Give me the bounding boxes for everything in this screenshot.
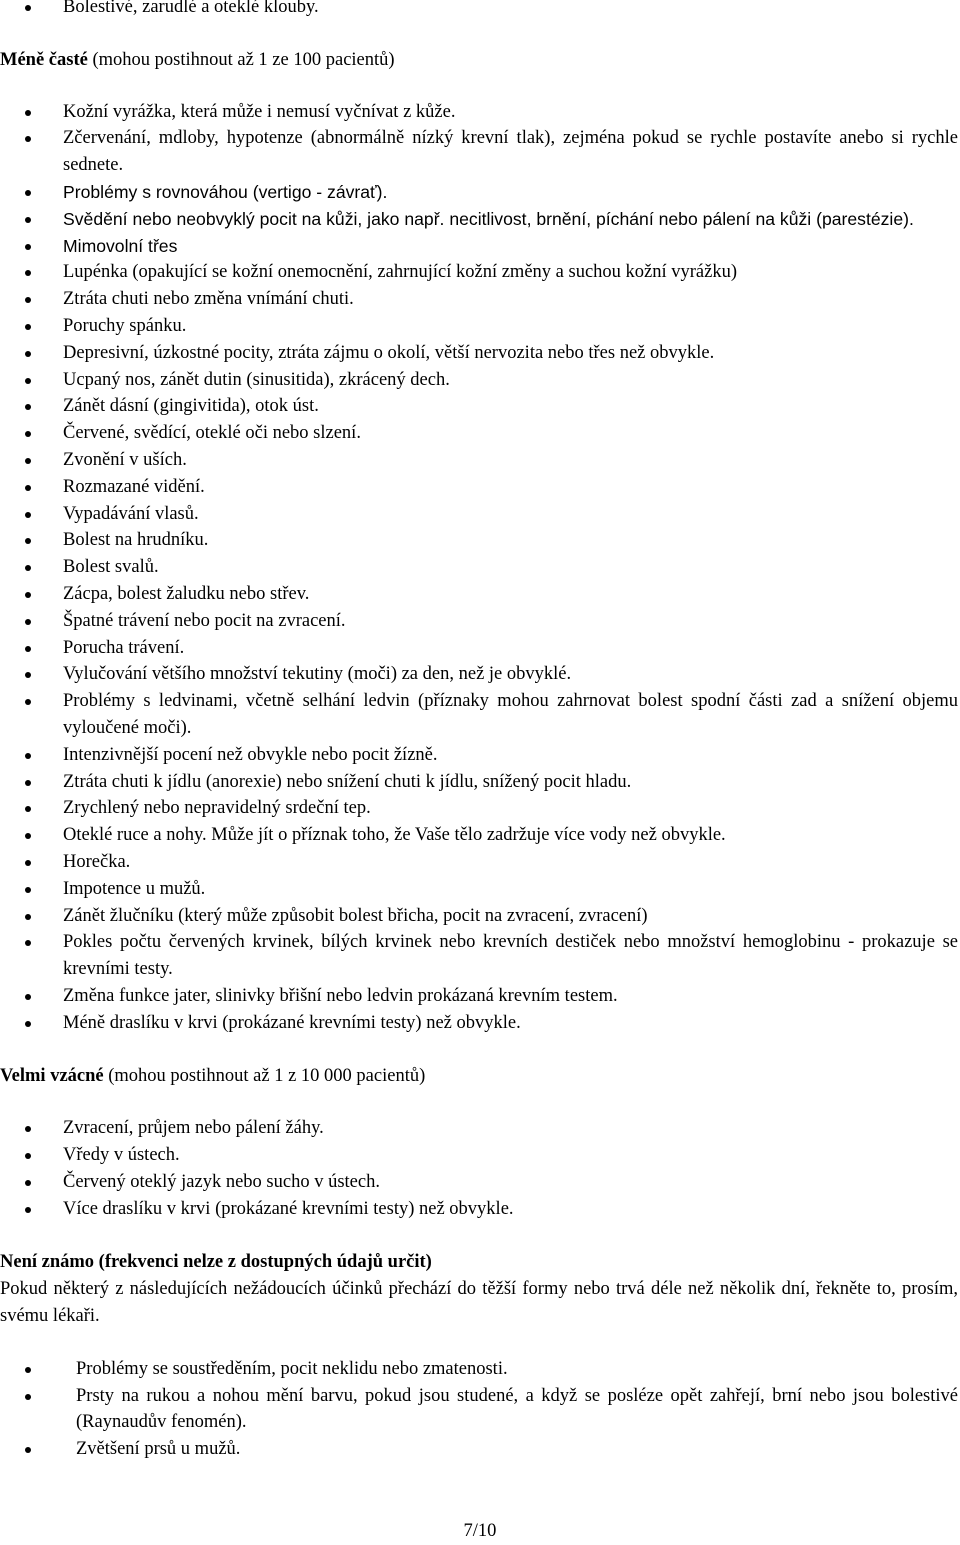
list-item: Zrychlený nebo nepravidelný srdeční tep. — [0, 795, 958, 822]
list-item: Zvracení, průjem nebo pálení žáhy. — [0, 1115, 958, 1142]
list-item: Impotence u mužů. — [0, 876, 958, 903]
list-item: Více draslíku v krvi (prokázané krevními testy) než obvykle. — [0, 1196, 958, 1223]
list-item: Bolest na hrudníku. — [0, 527, 958, 554]
list-item: Porucha trávení. — [0, 635, 958, 662]
list-item: Červený oteklý jazyk nebo sucho v ústech. — [0, 1169, 958, 1196]
list-item: Mimovolní třes — [0, 233, 958, 260]
list-item: Poruchy spánku. — [0, 313, 958, 340]
list-item: Bolest svalů. — [0, 554, 958, 581]
list-item: Zvětšení prsů u mužů. — [0, 1436, 958, 1463]
section-heading-very-rare — [0, 1063, 958, 1090]
page-number: 7/10 — [463, 1521, 497, 1541]
list-item: Ztráta chuti k jídlu (anorexie) nebo snížení chuti k jídlu, snížený pocit hladu. — [0, 769, 958, 796]
section-heading-uncommon — [0, 47, 958, 74]
list-item: Ucpaný nos, zánět dutin (sinusitida), zkrácený dech. — [0, 367, 958, 394]
list-item: Prsty na rukou a nohou mění barvu, pokud jsou studené, a když se posléze opět zahřejí, brní nebo jsou bolestivé (Raynaudův fenomén). — [0, 1383, 958, 1437]
list-item: Červené, svědící, oteklé oči nebo slzení. — [0, 420, 958, 447]
list-item: Vředy v ústech. — [0, 1142, 958, 1169]
list-item: Kožní vyrážka, která může i nemusí vyčnívat z kůže. — [0, 99, 958, 126]
list-item: Změna funkce jater, slinivky břišní nebo ledvin prokázaná krevním testem. — [0, 983, 958, 1010]
list-item: Lupénka (opakující se kožní onemocnění, zahrnující kožní změny a suchou kožní vyrážku) — [0, 259, 958, 286]
list-item: Špatné trávení nebo pocit na zvracení. — [0, 608, 958, 635]
list-item: Zánět žlučníku (který může způsobit bolest břicha, pocit na zvracení, zvracení) — [0, 903, 958, 930]
list-item: Zácpa, bolest žaludku nebo střev. — [0, 581, 958, 608]
list-item: Méně draslíku v krvi (prokázané krevními testy) než obvykle. — [0, 1010, 958, 1037]
heading-rest: (mohou postihnout až 1 z 10 000 pacientů) — [103, 1066, 426, 1087]
list-item: Horečka. — [0, 849, 958, 876]
section-heading-unknown — [0, 1249, 958, 1276]
list-item: Depresivní, úzkostné pocity, ztráta zájmu o okolí, větší nervozita nebo třes než obvykle. — [0, 340, 958, 367]
list-item: Bolestivé, zarudlé a oteklé klouby. — [0, 0, 958, 21]
list-item: Pokles počtu červených krvinek, bílých krvinek nebo krevních destiček nebo množství hemoglobinu - prokazuje se krevními testy. — [0, 929, 958, 983]
continued-list — [0, 0, 958, 21]
heading-bold: Není známo (frekvenci nelze z dostupných údajů určit) — [0, 1252, 432, 1273]
list-item: Zánět dásní (gingivitida), otok úst. — [0, 393, 958, 420]
list-item: Vylučování většího množství tekutiny (moči) za den, než je obvyklé. — [0, 661, 958, 688]
list-item: Zčervenání, mdloby, hypotenze (abnormálně nízký krevní tlak), zejména pokud se rychle postavíte anebo si rychle sednete. — [0, 125, 958, 179]
list-item: Svědění nebo neobvyklý pocit na kůži, jako např. necitlivost, brnění, píchání nebo pálení na kůži (parestézie). — [0, 206, 958, 233]
list-item: Oteklé ruce a nohy. Může jít o příznak toho, že Vaše tělo zadržuje více vody než obvykle. — [0, 822, 958, 849]
very-rare-list — [0, 1115, 958, 1222]
list-item: Problémy s ledvinami, včetně selhání ledvin (příznaky mohou zahrnovat bolest spodní části zad a snížení objemu vyloučené moči). — [0, 688, 958, 742]
list-item: Problémy s rovnováhou (vertigo - závrať). — [0, 179, 958, 206]
heading-rest: (mohou postihnout až 1 ze 100 pacientů) — [87, 49, 395, 70]
heading-bold: Velmi vzácné — [0, 1066, 104, 1087]
list-item: Intenzivnější pocení než obvykle nebo pocit žízně. — [0, 742, 958, 769]
list-item: Zvonění v uších. — [0, 447, 958, 474]
list-item: Vypadávání vlasů. — [0, 501, 958, 528]
heading-bold: Méně časté — [0, 49, 88, 70]
uncommon-list — [0, 99, 958, 1037]
unknown-paragraph: Pokud některý z následujících nežádoucích účinků přechází do těžší formy nebo trvá déle než několik dní, řekněte to, prosím, svému lékaři. — [0, 1279, 958, 1327]
unknown-list — [0, 1356, 958, 1463]
list-item: Ztráta chuti nebo změna vnímání chuti. — [0, 286, 958, 313]
list-item: Problémy se soustředěním, pocit neklidu nebo zmatenosti. — [0, 1356, 958, 1383]
list-item: Rozmazané vidění. — [0, 474, 958, 501]
